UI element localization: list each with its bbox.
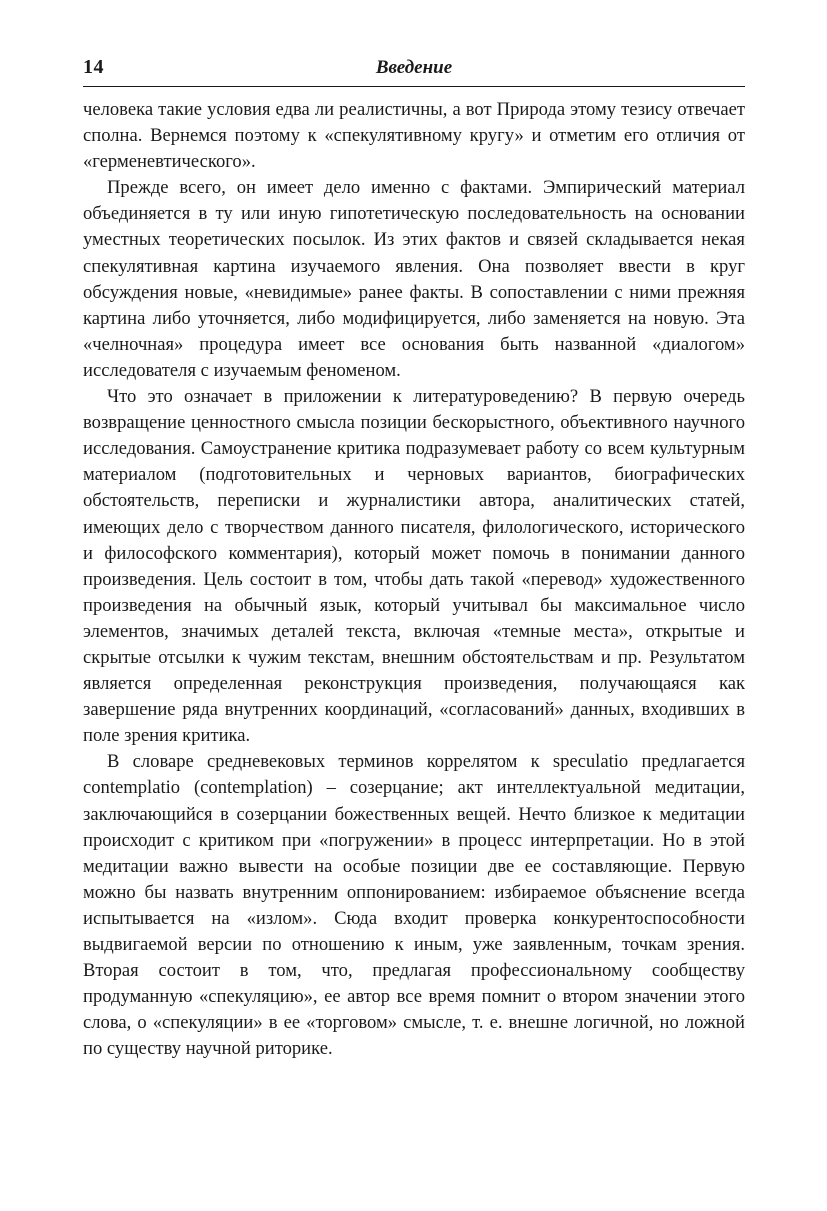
- running-head: [83, 52, 745, 87]
- paragraph-literary-studies: Что это означает в приложении к литературоведению? В первую очередь возвращение ценностного смысла позиции бескорыстного, объективного научного исследования. Самоустранение критика подразумевает работу со всем культурным материалом (подготовительных и черновых вариантов, биографических обстоятельств, переписки и журналистики автора, аналитических статей, имеющих дело с творчеством данного писателя, филологического, исторического и философского комментария), который может помочь в понимании данного произведения. Цель состоит в том, чтобы дать такой «перевод» художественного произведения на обычный язык, который учитывал бы максимальное число элементов, значимых деталей текста, включая «темные места», открытые и скрытые отсылки к чужим текстам, внешним обстоятельствам и пр. Результатом является определенная реконструкция произведения, получающаяся как завершение ряда внутренних координаций, «согласований» данных, входивших в поле зрения критика.: [83, 386, 745, 747]
- paragraph-facts: Прежде всего, он имеет дело именно с фактами. Эмпирический материал объединяется в ту или иную гипотетическую последовательность на основании уместных теоретических посылок. Из этих фактов и связей складывается некая спекулятивная картина изучаемого явления. Она позволяет ввести в круг обсуждения новые, «невидимые» ранее факты. В сопоставлении с ними прежняя картина либо уточняется, либо модифицируется, либо заменяется на новую. Эта «челночная» процедура имеет все основания быть названной «диалогом» исследователя с изучаемым феноменом.: [83, 177, 745, 381]
- body-text: [83, 97, 745, 1062]
- page-number: 14: [83, 56, 104, 78]
- paragraph-continued: человека такие условия едва ли реалистичны, а вот Природа этому тезису отвечает сполна. Вернемся поэтому к «спекулятивному кругу» и отметим его отличия от «герменевтического».: [83, 99, 745, 173]
- book-page: [83, 52, 745, 1062]
- section-title: Введение: [375, 57, 453, 78]
- paragraph-contemplatio: В словаре средневековых терминов коррелятом к speculatio предлагается contemplatio (contemplation) – созерцание; акт интеллектуальной медитации, заключающийся в созерцании божественных вещей. Нечто близкое к медитации происходит с критиком при «погружении» в процесс интерпретации. Но в этой медитации важно вывести на особые позиции две ее составляющие. Первую можно бы назвать внутренним оппонированием: избираемое объяснение всегда испытывается на «излом». Сюда входит проверка конкурентоспособности выдвигаемой версии по отношению к иным, уже заявленным, точкам зрения. Вторая состоит в том, что, предлагая профессиональному сообществу продуманную «спекуляцию», ее автор все время помнит о втором значении этого слова, о «спекуляции» в ее «торговом» смысле, т. е. внешне логичной, но ложной по существу научной риторике.: [83, 751, 745, 1060]
